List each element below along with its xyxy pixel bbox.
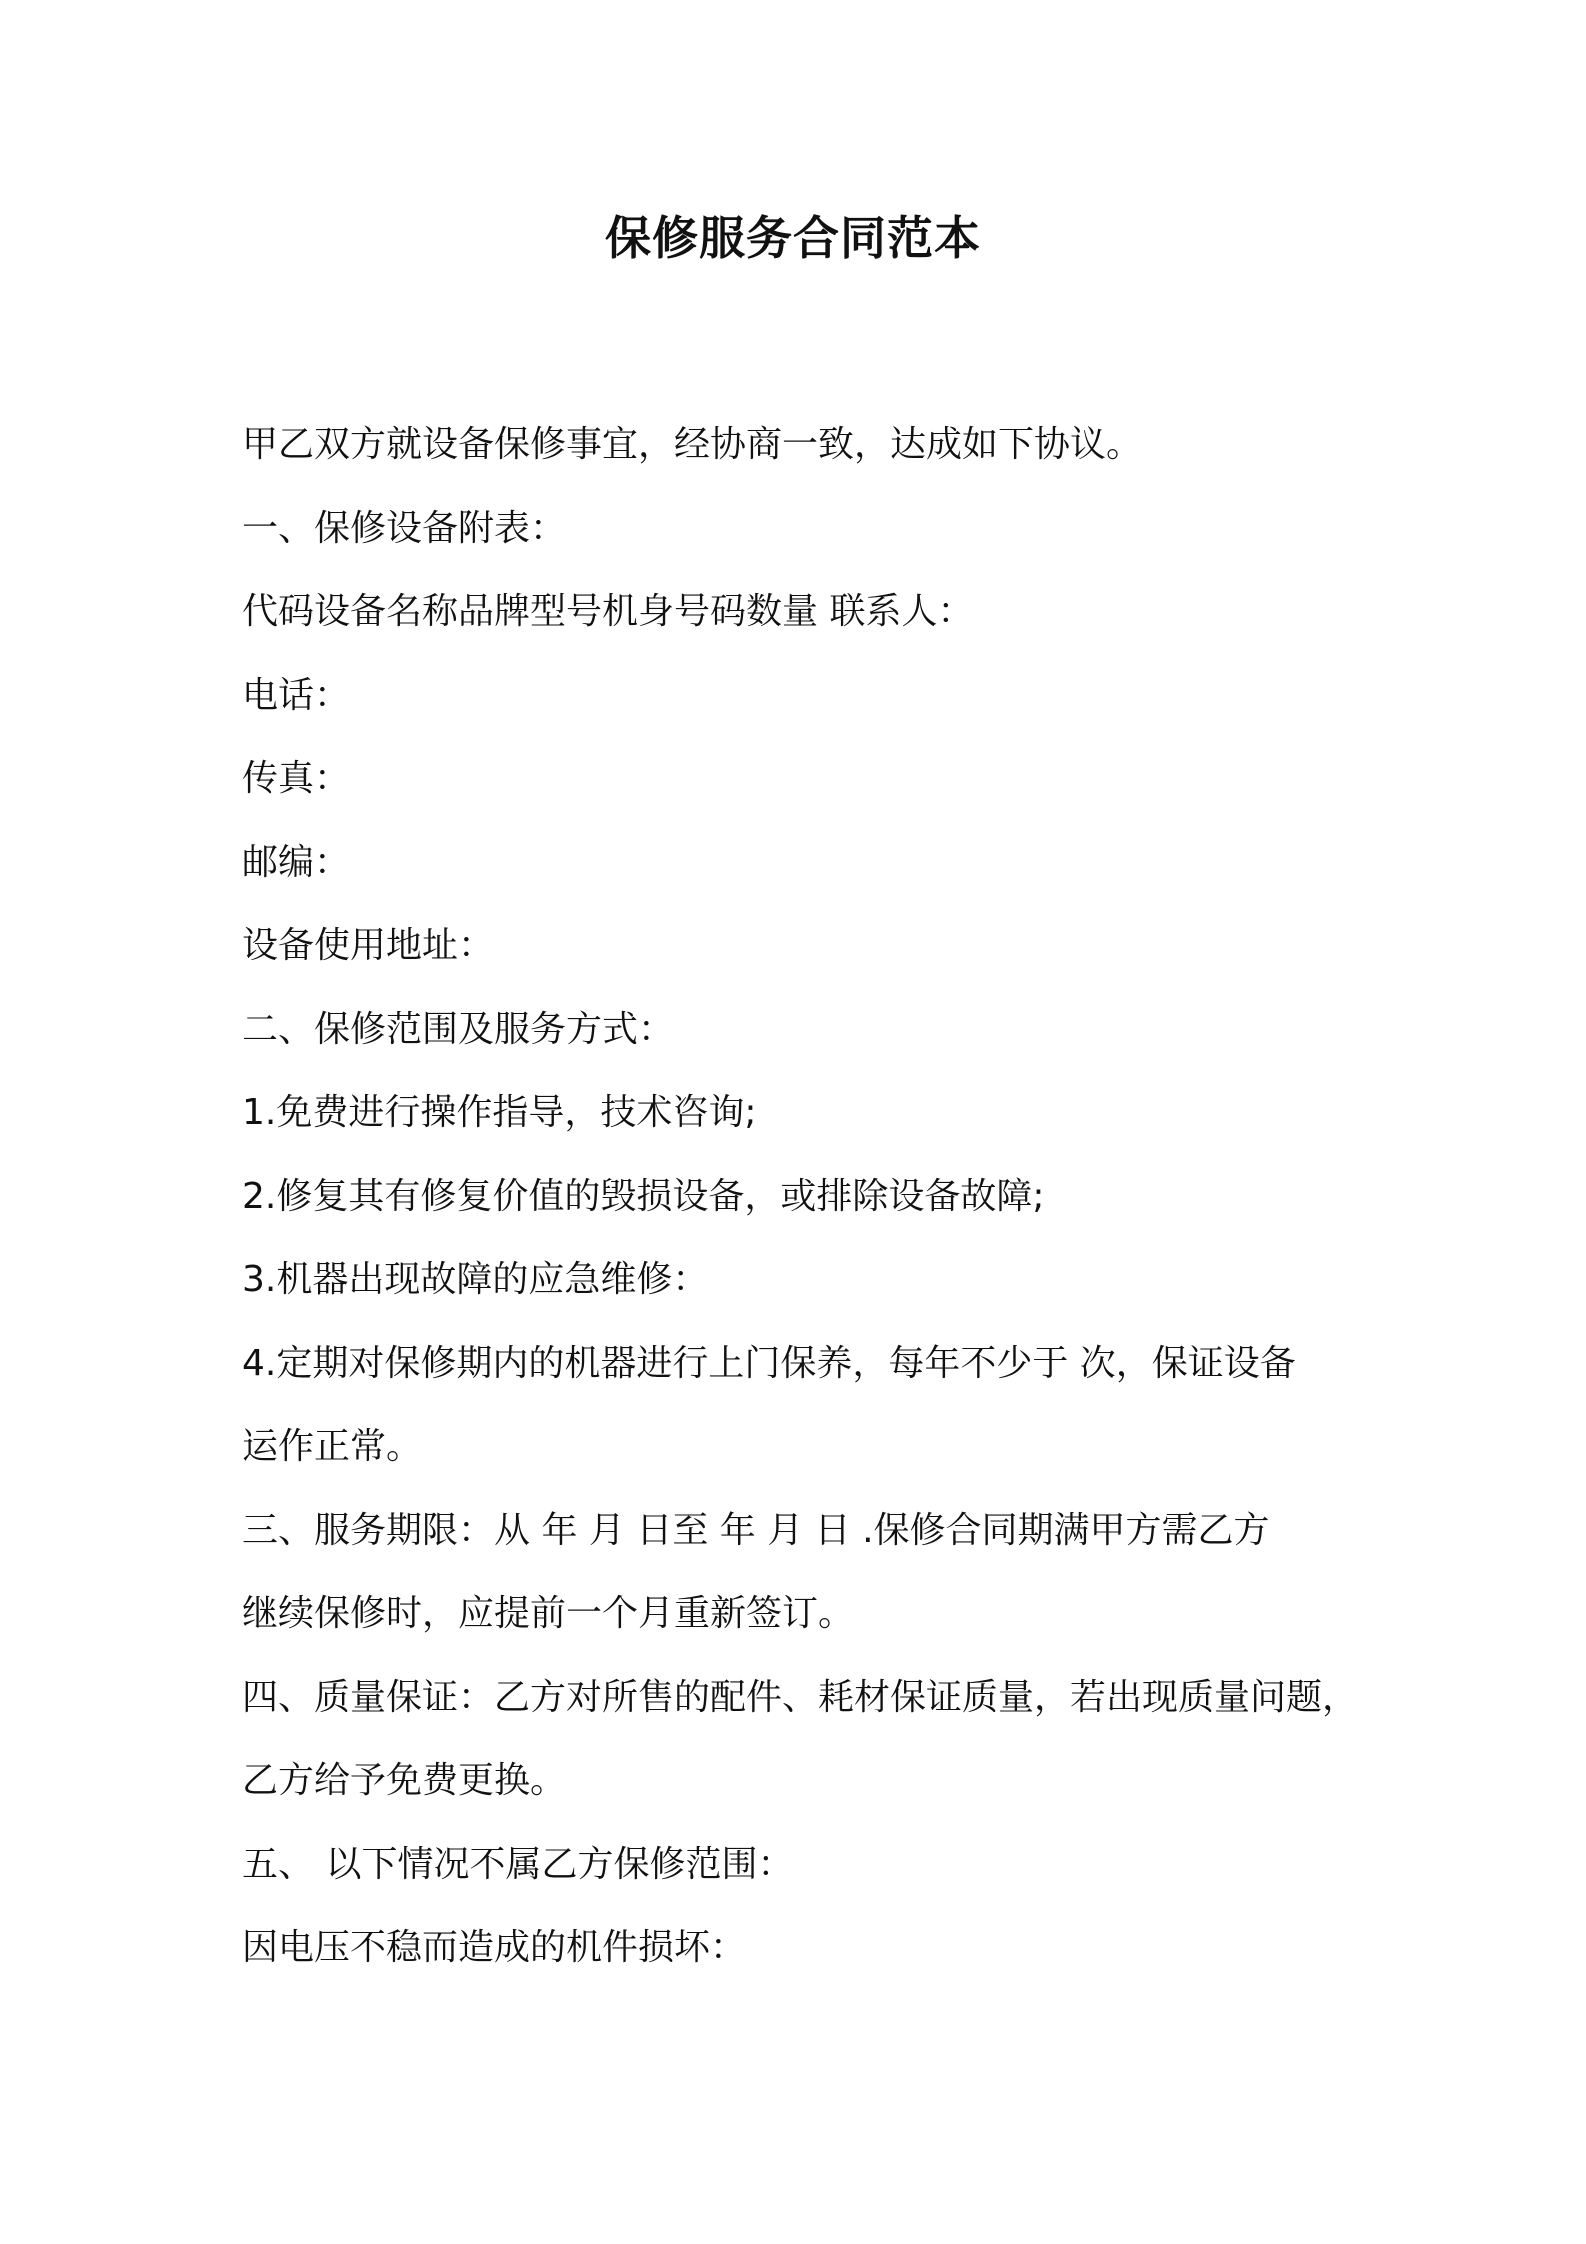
- postcode-field: 邮编：: [242, 841, 351, 883]
- fax-field: 传真：: [242, 758, 351, 799]
- section-4-quality-guarantee: 四、质量保证：乙方对所售的配件、耗材保证质量，若出现质量问题，: [242, 1676, 1359, 1718]
- section-3-service-period: 三、服务期限：从 年 月 日至 年 月 日 .保修合同期满甲方需乙方: [242, 1509, 1270, 1551]
- service-item-2: 2.修复其有修复价值的毁损设备，或排除设备故障;: [242, 1175, 1045, 1217]
- equipment-address-field: 设备使用地址：: [242, 925, 495, 966]
- service-item-4-continued: 运作正常。: [242, 1426, 423, 1467]
- section-2-heading: 二、保修范围及服务方式：: [242, 1008, 675, 1050]
- document-title: 保修服务合同范本: [605, 211, 981, 265]
- intro-line: 甲乙双方就设备保修事宜，经协商一致，达成如下协议。: [242, 424, 1143, 465]
- service-item-1: 1.免费进行操作指导，技术咨询;: [242, 1092, 757, 1133]
- phone-field: 电话：: [242, 674, 351, 716]
- section-4-continued: 乙方给予免费更换。: [242, 1760, 567, 1801]
- service-item-3: 3.机器出现故障的应急维修：: [242, 1259, 709, 1300]
- service-item-4: 4.定期对保修期内的机器进行上门保养，每年不少于 次，保证设备: [242, 1342, 1296, 1384]
- section-5-heading: 五、 以下情况不属乙方保修范围：: [242, 1843, 794, 1885]
- section-3-continued: 继续保修时，应提前一个月重新签订。: [242, 1593, 855, 1634]
- document-body: [242, 403, 1372, 1990]
- equipment-table-header-line: 代码设备名称品牌型号机身号码数量 联系人：: [242, 591, 974, 632]
- section-1-heading: 一、保修设备附表：: [242, 507, 567, 549]
- exclusion-item-1: 因电压不稳而造成的机件损坏：: [242, 1927, 747, 1968]
